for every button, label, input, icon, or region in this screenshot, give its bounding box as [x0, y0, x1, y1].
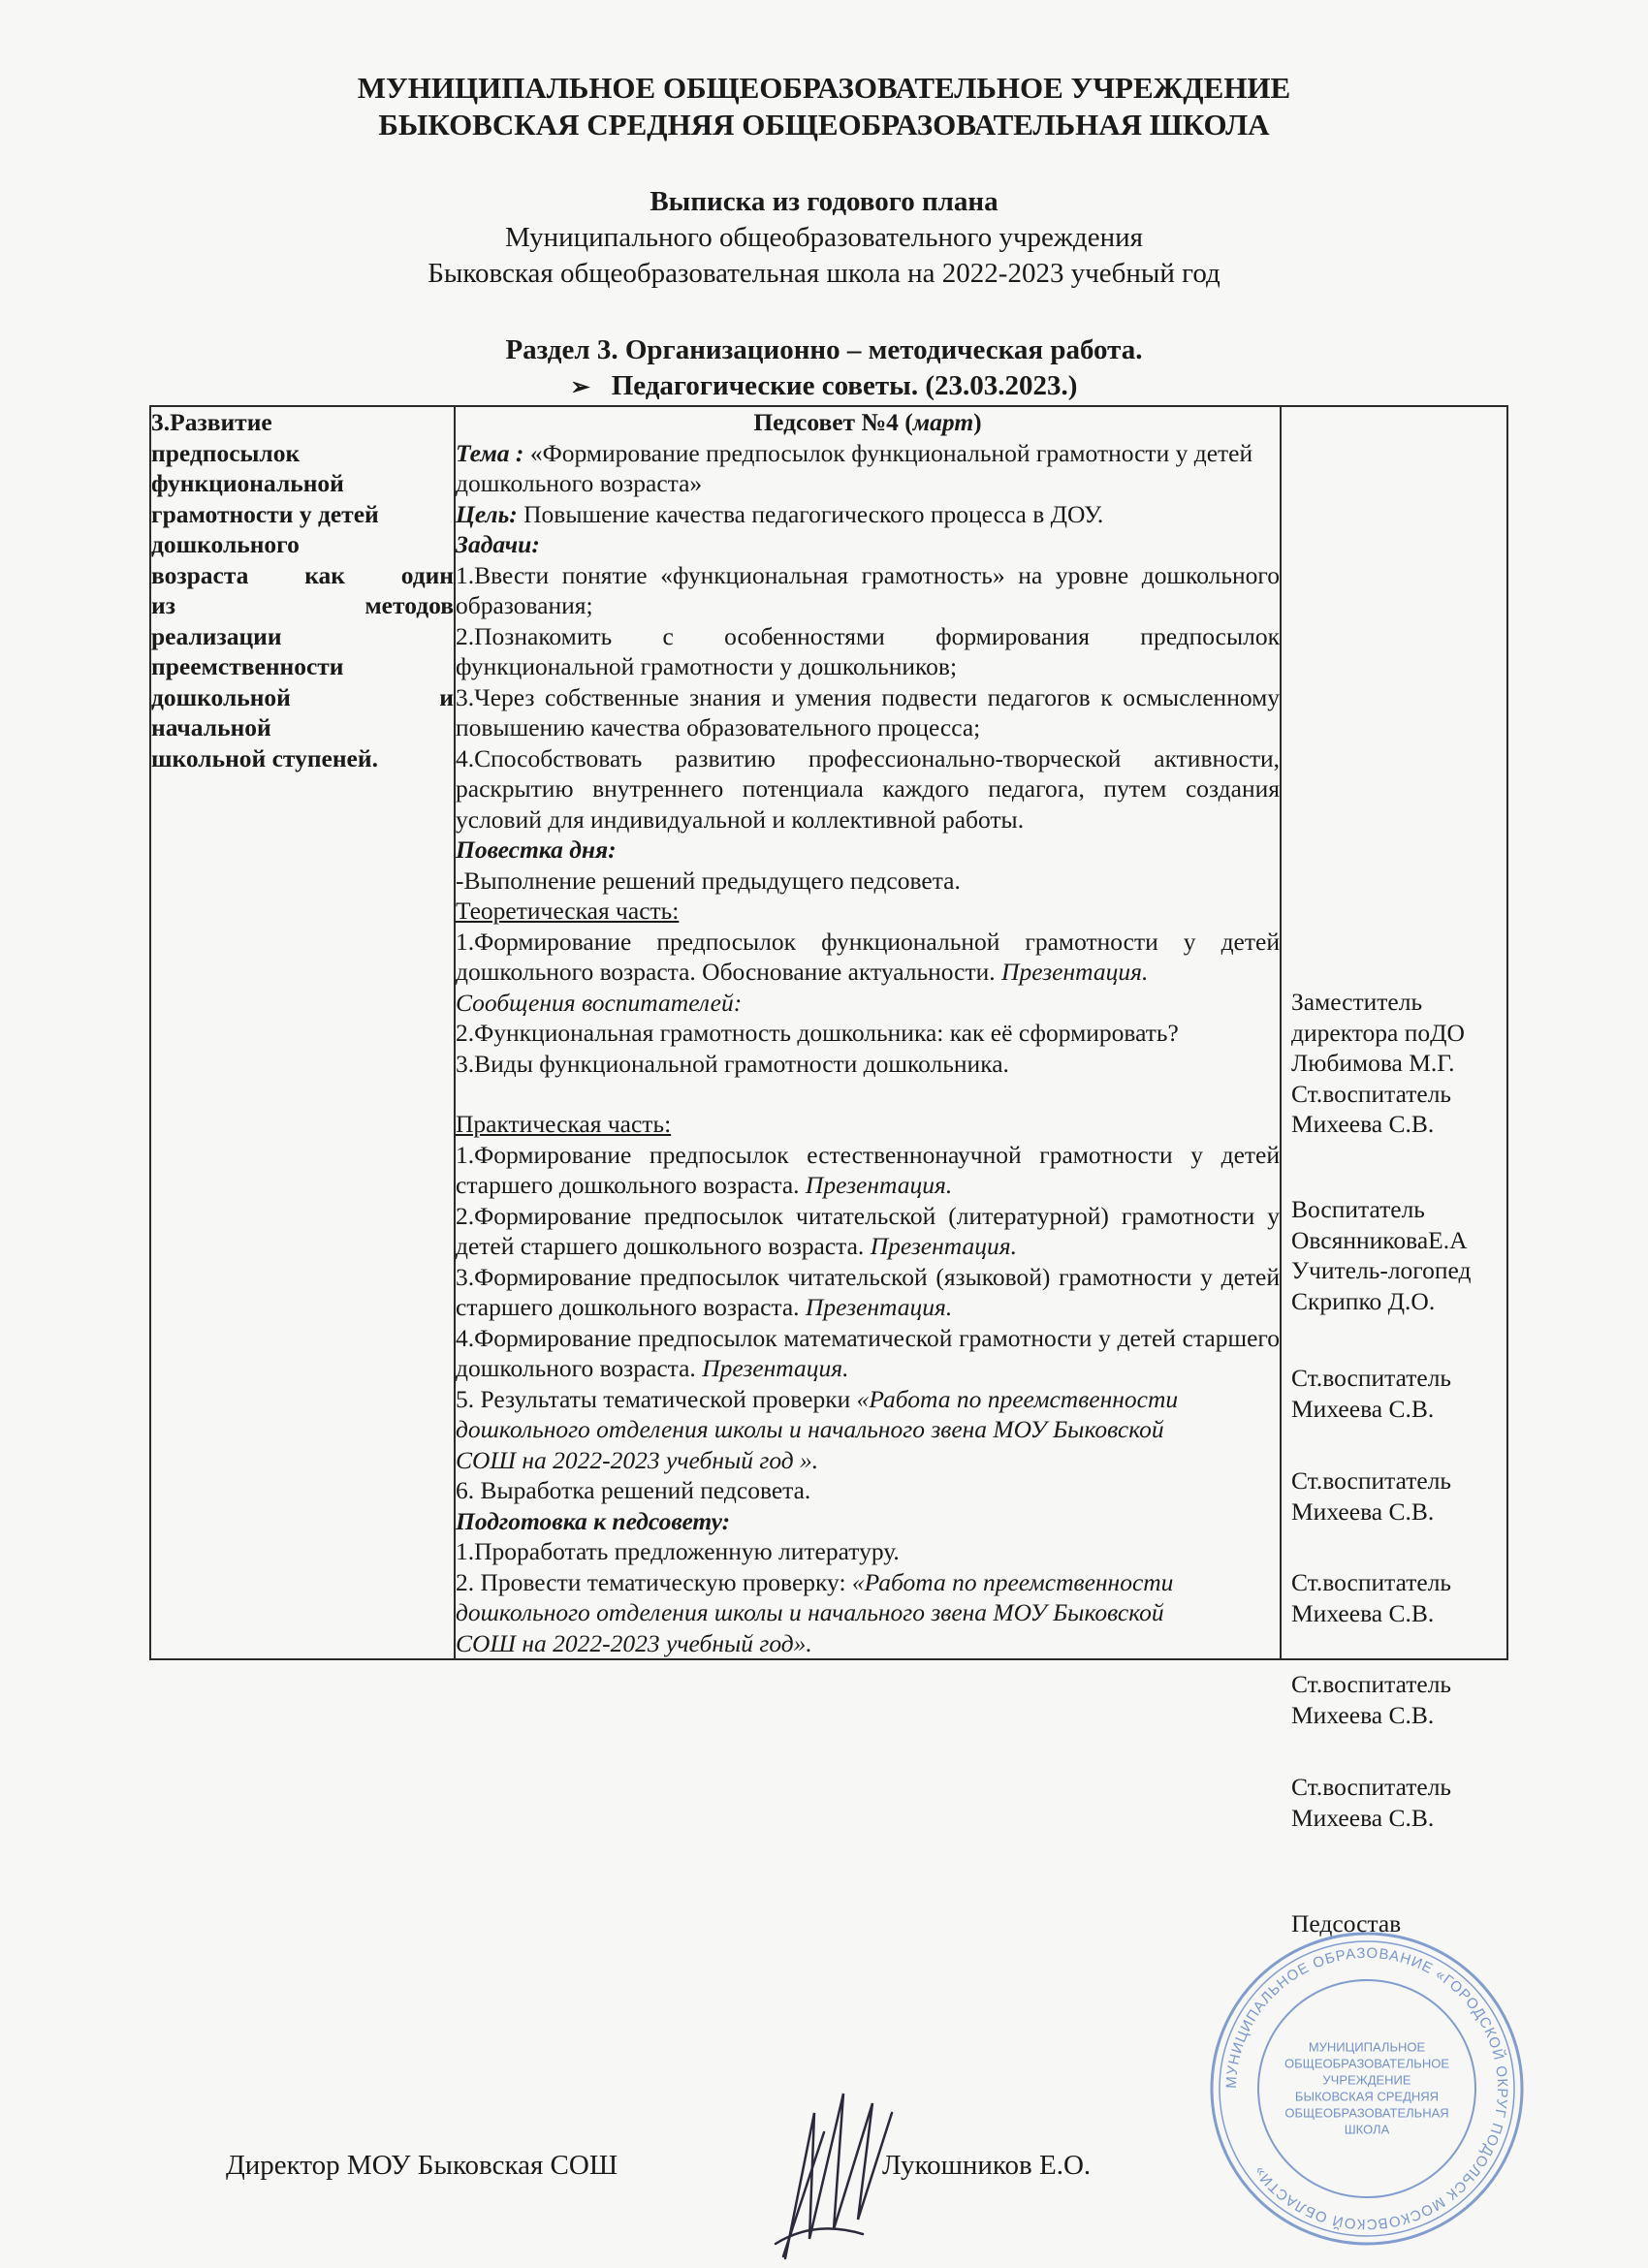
goal [456, 499, 1280, 530]
responsible-group: Ст.воспитатель Михеева С.В. [1291, 1466, 1452, 1526]
agenda-item: 5. Результаты тематической проверки «Работа по преемственности дошкольного отделения школы и начального звена МОУ Быковской СОШ на 2022-2023 учебный год ». [456, 1384, 1179, 1474]
stamp-center-line: БЫКОВСКАЯ СРЕДНЯЯ [1294, 2089, 1440, 2104]
stamp-center-line: ОБЩЕОБРАЗОВАТЕЛЬНАЯ [1284, 2105, 1449, 2121]
plan-table [149, 405, 1508, 1937]
table-row [150, 406, 1507, 1659]
practice-label: Практическая часть: [456, 1110, 672, 1138]
goal-label: Цель: [456, 499, 518, 528]
section-heading [0, 332, 1648, 406]
tasks-label: Задачи: [456, 530, 540, 558]
topic-line: школьной ступеней. [151, 743, 378, 772]
task-item: 3.Через собственные знания и умения подвести педагогов к осмысленному повышению качества образовательного процесса; [456, 682, 1280, 741]
director-name: Лукошников Е.О. [882, 2150, 1092, 2181]
preparation-item: 2. Провести тематическую проверку: «Работа по преемственности дошкольного отделения школы и начального звена МОУ Быковской СОШ на 2022-2023 учебный год». [456, 1567, 1174, 1657]
agenda-item: 1.Формирование предпосылок естественнонаучной грамотности у детей старшего дошкольного возраста. Презентация. [456, 1140, 1280, 1199]
task-item: 2.Познакомить с особенностями формирования предпосылок функциональной грамотности у дошкольников; [456, 621, 1280, 680]
responsible-group: Ст.воспитатель Михеева С.В. [1291, 1364, 1452, 1423]
topic-line: 3.Развитие [151, 408, 272, 436]
signature [756, 2074, 950, 2268]
theme [456, 438, 1280, 499]
subsection-title: Педагогические советы. (23.03.2023.) [611, 370, 1078, 401]
stamp-center-line: МУНИЦИПАЛЬНОЕ [1308, 2039, 1426, 2055]
topic-line: функциональной [151, 469, 344, 497]
org-line-1: МУНИЦИПАЛЬНОЕ ОБЩЕОБРАЗОВАТЕЛЬНОЕ УЧРЕЖДЕНИЕ [357, 71, 1291, 105]
goal-text: Повышение качества педагогического процесса в ДОУ. [517, 499, 1104, 528]
content-cell [455, 406, 1281, 1659]
document-subtitle-2: Быковская общеобразовательная школа на 2022-2023 учебный год [428, 258, 1220, 289]
document-heading [0, 184, 1648, 292]
spacer [456, 1079, 1280, 1109]
arrow-bullet-icon: ➢ [570, 375, 590, 400]
council-title: Педсовет №4 (март) [753, 408, 982, 436]
document-title: Выписка из годового плана [650, 186, 998, 217]
section-title: Раздел 3. Организационно – методическая работа. [505, 334, 1143, 365]
responsible-group: Ст.воспитатель Михеева С.В. [1291, 1568, 1452, 1627]
topic-line: преемственности [151, 652, 344, 680]
agenda-label: Повестка дня: [456, 835, 617, 864]
topic-line: дошкольной и [151, 682, 454, 711]
responsible-cell [1281, 406, 1507, 1937]
agenda-item: 3.Виды функциональной грамотности дошкольника. [456, 1049, 1009, 1078]
agenda-item: 6. Выработка решений педсовета. [456, 1476, 811, 1504]
agenda-item: -Выполнение решений предыдущего педсовета. [456, 866, 961, 895]
stamp-center-line: ОБЩЕОБРАЗОВАТЕЛЬНОЕ [1284, 2056, 1450, 2071]
theme-label: Тема : [456, 438, 524, 467]
director-title: Директор МОУ Быковская СОШ [226, 2150, 618, 2181]
document-subtitle-1: Муниципального общеобразовательного учреждения [505, 222, 1143, 253]
responsible-group: Воспитатель ОвсянниковаЕ.А Учитель-логопед Скрипко Д.О. [1291, 1195, 1472, 1315]
agenda-item: 2.Функциональная грамотность дошкольника: как её сформировать? [456, 1019, 1179, 1047]
agenda-item: 2.Формирование предпосылок читательской (литературной) грамотности у детей старшего дошкольного возраста. Презентация. [456, 1201, 1280, 1260]
agenda-item: 1.Формирование предпосылок функциональной грамотности у детей дошкольного возраста. Обоснование актуальности. Презентация. [456, 927, 1280, 986]
topic-line: возраста как один [151, 560, 454, 589]
preparation-item: 1.Проработать предложенную литературу. [456, 1537, 900, 1565]
task-item: 1.Ввести понятие «функциональная грамотность» на уровне дошкольного образования; [456, 560, 1280, 619]
theme-text: «Формирование предпосылок функциональной грамотности у детей дошкольного возраста» [456, 438, 1253, 497]
topic-line: дошкольного [151, 530, 300, 558]
org-name [0, 70, 1648, 143]
topic-line: из методов [151, 591, 454, 619]
preparation-label: Подготовка к педсовету: [456, 1506, 731, 1535]
messages-label: Сообщения воспитателей: [456, 988, 743, 1017]
task-item: 4.Способствовать развитию профессионально-творческой активности, раскрытию внутреннего потенциала каждого педагога, путем создания условий для индивидуальной и коллективной работы. [456, 743, 1280, 834]
topic-line: грамотности у детей [151, 499, 379, 528]
org-line-2: БЫКОВСКАЯ СРЕДНЯЯ ОБЩЕОБРАЗОВАТЕЛЬНАЯ ШКОЛА [378, 108, 1270, 142]
topic-line: предпосылок [151, 438, 301, 467]
topic-line: начальной [151, 713, 271, 741]
stamp-ring-text: МУНИЦИПАЛЬНОЕ ОБРАЗОВАНИЕ «ГОРОДСКОЙ ОКРУГ ПОДОЛЬСК МОСКОВСКОЙ ОБЛАСТИ» [1222, 1944, 1511, 2233]
topic-cell [150, 406, 455, 1659]
responsible-group: Ст.воспитатель Михеева С.В. [1291, 1773, 1452, 1832]
responsible-group: Заместитель директора поДО Любимова М.Г. Ст.воспитатель Михеева С.В. [1291, 988, 1465, 1138]
stamp-center-line: УЧРЕЖДЕНИЕ [1322, 2072, 1411, 2088]
responsible-group: Ст.воспитатель Михеева С.В. [1291, 1670, 1452, 1729]
subsection-line [0, 368, 1648, 406]
topic-line: реализации [151, 621, 282, 650]
responsible-group: Педсостав [1291, 1909, 1402, 1937]
theory-label: Теоретическая часть: [456, 897, 680, 925]
stamp-center-line: ШКОЛА [1344, 2122, 1390, 2137]
agenda-item: 3.Формирование предпосылок читательской (языковой) грамотности у детей старшего дошкольного возраста. Презентация. [456, 1262, 1280, 1321]
school-stamp [1207, 1929, 1527, 2249]
agenda-item: 4.Формирование предпосылок математической грамотности у детей старшего дошкольного возраста. Презентация. [456, 1323, 1280, 1382]
